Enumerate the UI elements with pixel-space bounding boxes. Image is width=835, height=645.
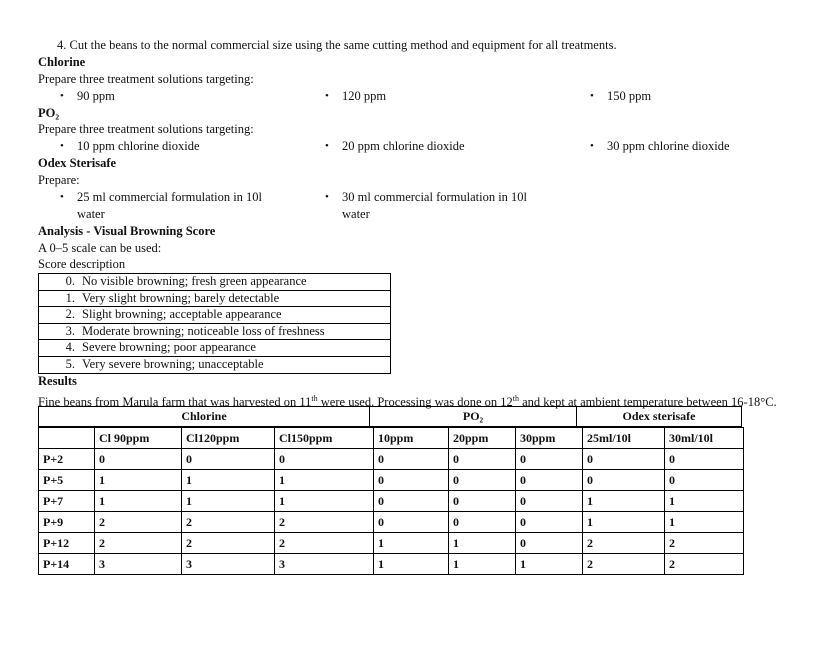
table-cell: 2 bbox=[182, 512, 275, 533]
table-cell: 2 bbox=[275, 533, 374, 554]
row-label: P+14 bbox=[39, 554, 95, 575]
score-row bbox=[39, 340, 390, 357]
table-header-row bbox=[39, 428, 744, 449]
table-cell: 1 bbox=[95, 491, 182, 512]
table-cell: 2 bbox=[665, 554, 744, 575]
step-4-text: 4. Cut the beans to the normal commercial size using the same cutting method and equipment for all treatments. bbox=[57, 38, 617, 52]
table-row bbox=[39, 449, 744, 470]
table-cell: 0 bbox=[449, 512, 516, 533]
score-number: 5. bbox=[65, 356, 75, 371]
chlorine-item-2: • 120 ppm bbox=[342, 89, 386, 104]
score-text: No visible browning; fresh green appearance bbox=[82, 274, 307, 288]
table-cell: 0 bbox=[374, 449, 449, 470]
table-row bbox=[39, 512, 744, 533]
table-cell: 1 bbox=[449, 554, 516, 575]
column-header: 10ppm bbox=[374, 428, 449, 449]
table-cell: 0 bbox=[516, 449, 583, 470]
table-cell: 0 bbox=[583, 449, 665, 470]
po2-item-3: • 30 ppm chlorine dioxide bbox=[607, 139, 730, 154]
table-cell: 1 bbox=[275, 491, 374, 512]
score-description-label: Score description bbox=[38, 257, 126, 271]
results-intro-part: and kept at ambient temperature between 16-18°C. bbox=[519, 395, 777, 410]
chlorine-heading: Chlorine bbox=[38, 55, 86, 69]
table-cell: 1 bbox=[95, 470, 182, 491]
odex-item-1-line-2: water bbox=[77, 207, 105, 221]
row-label: P+2 bbox=[39, 449, 95, 470]
po2-heading: PO₂ bbox=[38, 106, 60, 120]
table-cell: 0 bbox=[665, 449, 744, 470]
table-cell: 0 bbox=[516, 512, 583, 533]
score-row bbox=[39, 357, 390, 373]
column-header: Cl150ppm bbox=[275, 428, 374, 449]
results-intro-sup: th bbox=[311, 394, 318, 403]
table-cell: 3 bbox=[182, 554, 275, 575]
table-cell: 1 bbox=[516, 554, 583, 575]
score-description-box bbox=[38, 273, 391, 374]
table-cell: 1 bbox=[665, 512, 744, 533]
table-row bbox=[39, 491, 744, 512]
table-cell: 3 bbox=[95, 554, 182, 575]
analysis-heading: Analysis - Visual Browning Score bbox=[38, 224, 216, 238]
table-cell: 0 bbox=[95, 449, 182, 470]
column-header: 30ppm bbox=[516, 428, 583, 449]
score-row bbox=[39, 274, 390, 291]
column-header: Cl120ppm bbox=[182, 428, 275, 449]
row-label: P+12 bbox=[39, 533, 95, 554]
row-label: P+7 bbox=[39, 491, 95, 512]
table-row bbox=[39, 470, 744, 491]
table-cell: 0 bbox=[449, 449, 516, 470]
table-cell: 1 bbox=[583, 491, 665, 512]
table-cell: 0 bbox=[516, 533, 583, 554]
table-cell: 2 bbox=[275, 512, 374, 533]
table-cell: 1 bbox=[449, 533, 516, 554]
score-text: Severe browning; poor appearance bbox=[82, 340, 256, 355]
group-odex: Odex sterisafe bbox=[577, 407, 742, 427]
po2-item-2: • 20 ppm chlorine dioxide bbox=[342, 139, 465, 154]
po2-item-1: • 10 ppm chlorine dioxide bbox=[77, 139, 200, 154]
score-number: 4. bbox=[65, 340, 75, 355]
table-cell: 1 bbox=[182, 491, 275, 512]
score-number: 1. bbox=[65, 290, 75, 305]
table-cell: 0 bbox=[665, 470, 744, 491]
table-cell: 3 bbox=[275, 554, 374, 575]
score-text: Moderate browning; noticeable loss of freshness bbox=[82, 323, 325, 338]
score-text: Very severe browning; unacceptable bbox=[82, 356, 264, 371]
chlorine-item-3: • 150 ppm bbox=[607, 89, 651, 104]
results-table bbox=[38, 427, 744, 575]
table-cell: 0 bbox=[583, 470, 665, 491]
chlorine-item-1: • 90 ppm bbox=[77, 89, 115, 104]
table-cell: 0 bbox=[374, 491, 449, 512]
table-cell: 0 bbox=[516, 491, 583, 512]
table-cell: 1 bbox=[374, 533, 449, 554]
table-cell: 2 bbox=[182, 533, 275, 554]
column-header bbox=[39, 428, 95, 449]
row-label: P+9 bbox=[39, 512, 95, 533]
table-cell: 0 bbox=[275, 449, 374, 470]
group-po2: PO₂ bbox=[370, 407, 577, 427]
table-cell: 2 bbox=[95, 533, 182, 554]
odex-heading: Odex Sterisafe bbox=[38, 156, 117, 170]
odex-item-2-line-2: water bbox=[342, 207, 370, 221]
score-text: Very slight browning; barely detectable bbox=[82, 290, 280, 305]
table-cell: 0 bbox=[449, 491, 516, 512]
chlorine-intro: Prepare three treatment solutions targeting: bbox=[38, 72, 254, 86]
table-cell: 1 bbox=[275, 470, 374, 491]
score-number: 3. bbox=[65, 323, 75, 338]
column-header: 20ppm bbox=[449, 428, 516, 449]
row-label: P+5 bbox=[39, 470, 95, 491]
table-cell: 2 bbox=[583, 554, 665, 575]
column-header: 30ml/10l bbox=[665, 428, 744, 449]
group-chlorine: Chlorine bbox=[39, 407, 370, 427]
results-intro-part: Fine beans from Marula farm that was harvested on 11 bbox=[38, 395, 312, 410]
table-cell: 0 bbox=[374, 512, 449, 533]
column-header: 25ml/10l bbox=[583, 428, 665, 449]
table-cell: 1 bbox=[665, 491, 744, 512]
table-cell: 0 bbox=[449, 470, 516, 491]
score-row bbox=[39, 324, 390, 341]
analysis-scale-note: A 0–5 scale can be used: bbox=[38, 241, 162, 255]
table-row bbox=[39, 554, 744, 575]
odex-item-2-line-1: • 30 ml commercial formulation in 10l bbox=[342, 190, 527, 205]
score-text: Slight browning; acceptable appearance bbox=[82, 307, 282, 322]
results-heading: Results bbox=[38, 374, 77, 388]
table-cell: 2 bbox=[583, 533, 665, 554]
table-cell: 1 bbox=[374, 554, 449, 575]
odex-intro: Prepare: bbox=[38, 173, 80, 187]
table-cell: 0 bbox=[516, 470, 583, 491]
table-cell: 0 bbox=[182, 449, 275, 470]
table-cell: 0 bbox=[374, 470, 449, 491]
results-intro-sup: th bbox=[512, 394, 519, 403]
table-row bbox=[39, 533, 744, 554]
results-group-header bbox=[38, 406, 742, 427]
score-number: 2. bbox=[65, 307, 75, 322]
results-intro-part: were used. Processing was done on 12 bbox=[317, 395, 513, 410]
odex-item-1-line-1: • 25 ml commercial formulation in 10l bbox=[77, 190, 262, 205]
score-row bbox=[39, 291, 390, 308]
column-header: Cl 90ppm bbox=[95, 428, 182, 449]
score-number: 0. bbox=[65, 274, 75, 288]
score-row bbox=[39, 307, 390, 324]
table-cell: 2 bbox=[665, 533, 744, 554]
table-cell: 1 bbox=[583, 512, 665, 533]
table-cell: 2 bbox=[95, 512, 182, 533]
table-cell: 1 bbox=[182, 470, 275, 491]
po2-intro: Prepare three treatment solutions targeting: bbox=[38, 122, 254, 136]
